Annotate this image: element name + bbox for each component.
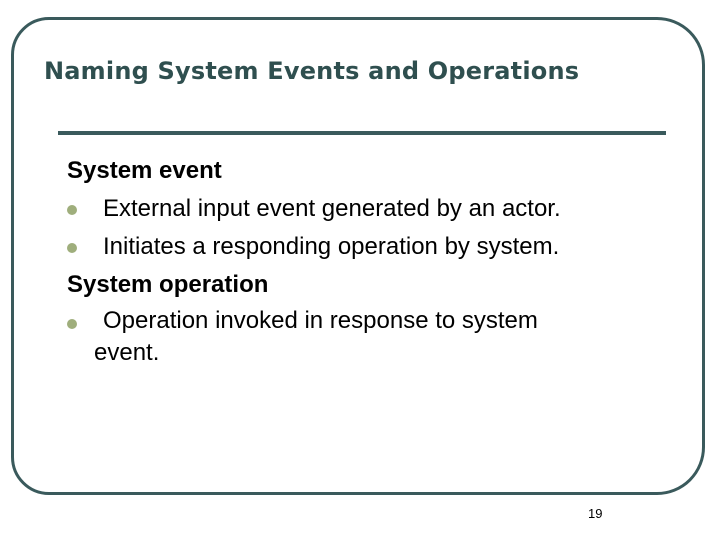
bullet-dot-icon	[67, 319, 77, 329]
page-number: 19	[588, 506, 603, 521]
bullet-text: Initiates a responding operation by system.	[103, 233, 560, 260]
bullet-text: Operation invoked in response to system	[103, 307, 538, 334]
section-heading-system-event: System event	[67, 157, 222, 184]
bullet-text-continuation: event.	[94, 339, 160, 366]
section-heading-system-operation: System operation	[67, 271, 269, 298]
title-underline	[58, 131, 666, 135]
bullet-text: External input event generated by an actor.	[103, 195, 561, 222]
bullet-item	[67, 304, 667, 368]
bullet-item	[67, 228, 667, 266]
slide-title: Naming System Events and Operations	[44, 57, 580, 85]
bullet-dot-icon	[67, 205, 77, 215]
slide-content	[67, 152, 667, 368]
bullet-dot-icon	[67, 243, 77, 253]
bullet-item	[67, 190, 667, 228]
